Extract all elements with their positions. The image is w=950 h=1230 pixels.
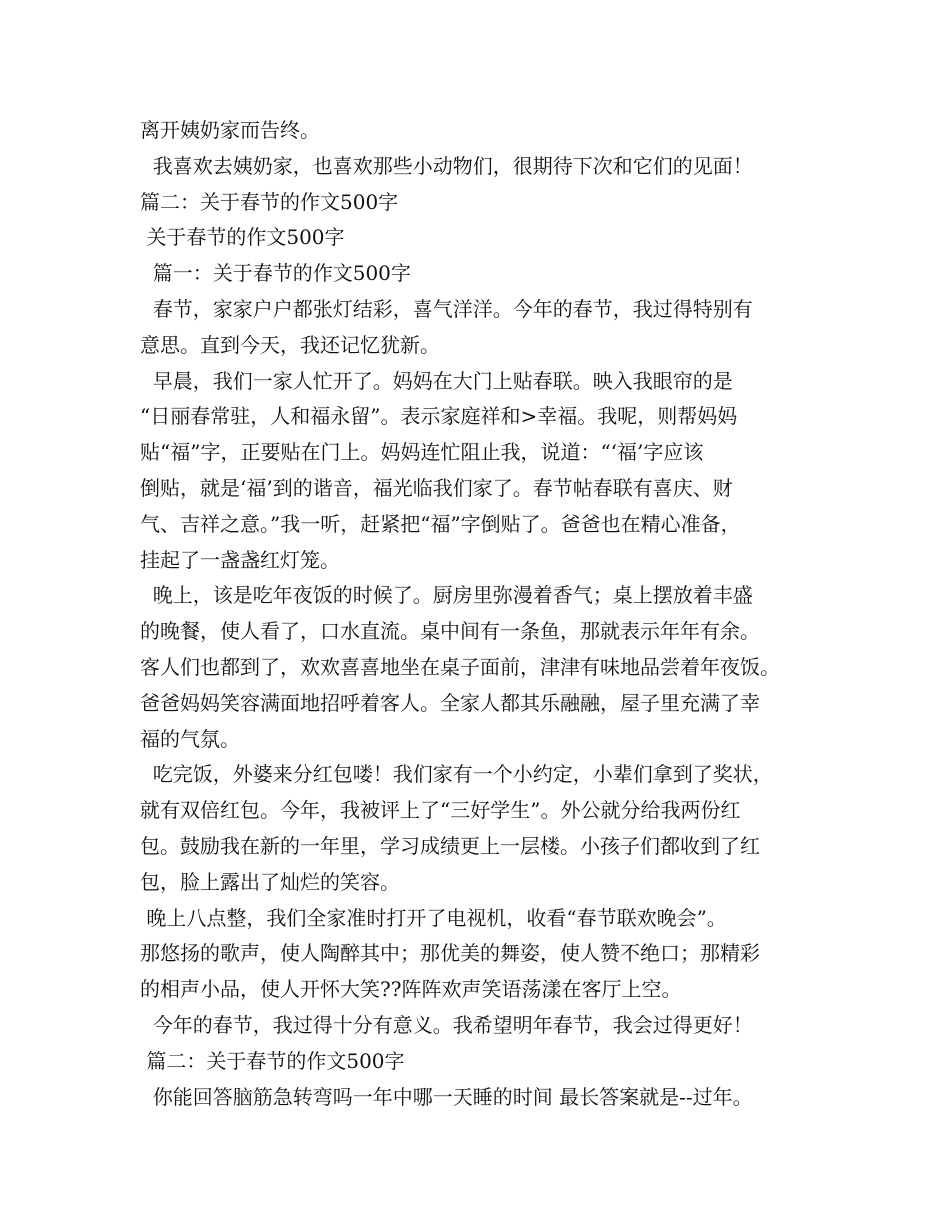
text-line: 晚上八点整，我们全家准时打开了电视机，收看“春节联欢晚会”。 [140, 905, 727, 930]
text-line: 福的气氛。 [140, 726, 240, 751]
text-line: 早晨，我们一家人忙开了。妈妈在大门上贴春联。映入我眼帘的是 [140, 368, 733, 393]
text-line: 那悠扬的歌声，使人陶醉其中；那优美的舞姿，使人赞不绝口；那精彩 [140, 941, 760, 966]
text-line: 客人们也都到了，欢欢喜喜地坐在桌子面前，津津有味地品尝着年夜饭。 [140, 654, 780, 679]
text-line: 就有双倍红包。今年，我被评上了“三好学生”。外公就分给我两份红 [140, 798, 741, 823]
text-line: 晚上，该是吃年夜饭的时候了。厨房里弥漫着香气；桌上摆放着丰盛 [140, 583, 753, 608]
text-line: 包，脸上露出了灿烂的笑容。 [140, 869, 400, 894]
document-body [140, 113, 830, 1115]
text-line: 的相声小品，使人开怀大笑??阵阵欢声笑语荡漾在客厅上空。 [140, 977, 682, 1002]
section-heading: 篇二：关于春节的作文500字 [140, 189, 399, 214]
text-line: 春节，家家户户都张灯结彩，喜气洋洋。今年的春节，我过得特别有 [140, 296, 753, 321]
text-line: 吃完饭，外婆来分红包喽！我们家有一个小约定，小辈们拿到了奖状， [140, 762, 773, 787]
text-line: 你能回答脑筋急转弯吗一年中哪一天睡的时间 最长答案就是--过年。 [140, 1084, 753, 1109]
text-line: 离开姨奶家而告终。 [140, 118, 320, 142]
text-line: 贴“福”字，正要贴在门上。妈妈连忙阻止我，说道：“‘福’字应该 [140, 440, 704, 465]
section-heading: 篇一：关于春节的作文500字 [140, 261, 411, 286]
text-line: 今年的春节，我过得十分有意义。我希望明年春节，我会过得更好！ [140, 1012, 753, 1037]
section-heading: 篇二：关于春节的作文500字 [140, 1048, 405, 1073]
article-title: 关于春节的作文500字 [140, 225, 345, 250]
text-line: 我喜欢去姨奶家，也喜欢那些小动物们，很期待下次和它们的见面！ [140, 153, 753, 178]
text-line: 的晚餐，使人看了，口水直流。桌中间有一条鱼，那就表示年年有余。 [140, 619, 760, 644]
text-line: 爸爸妈妈笑容满面地招呼着客人。全家人都其乐融融，屋子里充满了幸 [140, 690, 760, 715]
text-line: 包。鼓励我在新的一年里，学习成绩更上一层楼。小孩子们都收到了红 [140, 833, 760, 858]
text-line: “日丽春常驻，人和福永留”。表示家庭祥和>幸福。我呢，则帮妈妈 [140, 404, 738, 429]
text-line: 气、吉祥之意。”我一听，赶紧把“福”字倒贴了。爸爸也在精心准备， [140, 511, 741, 536]
text-line: 意思。直到今天，我还记忆犹新。 [140, 332, 440, 357]
text-line: 倒贴，就是‘福’到的谐音，福光临我们家了。春节帖春联有喜庆、财 [140, 475, 733, 500]
text-line: 挂起了一盏盏红灯笼。 [140, 547, 340, 572]
